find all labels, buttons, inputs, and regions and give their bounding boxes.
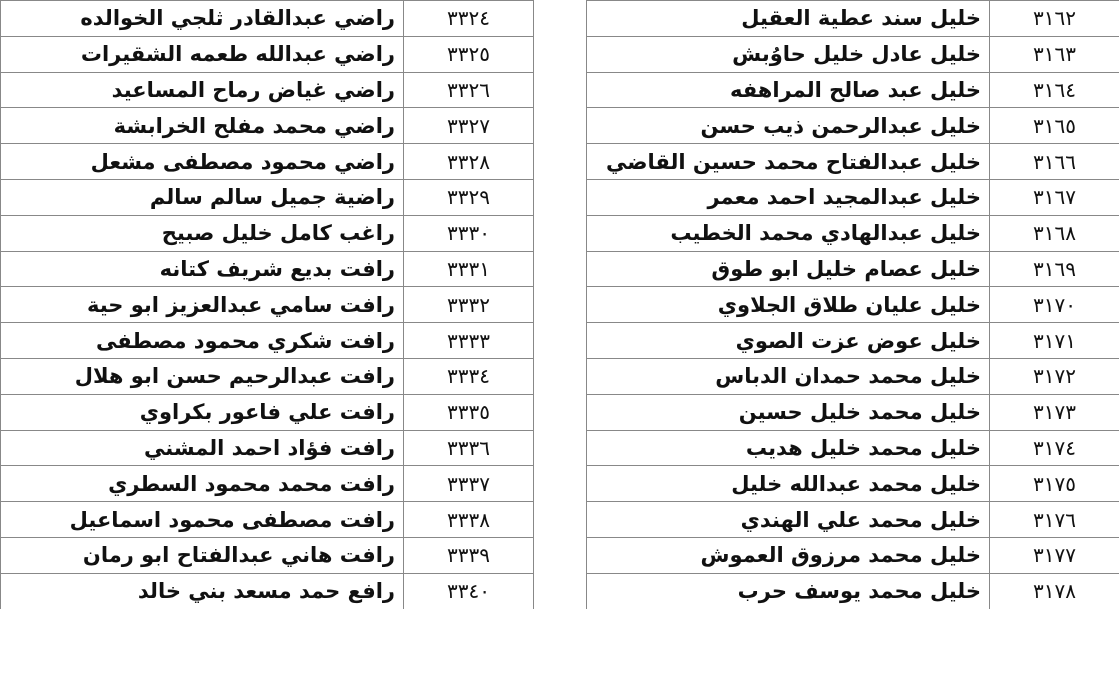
row-name: خليل محمد خليل هديب [587, 430, 990, 466]
row-name: راضي غياض رماح المساعيد [1, 72, 404, 108]
table-row [1, 287, 534, 323]
table-row [587, 215, 1119, 251]
table-body-left [1, 1, 534, 609]
row-number: ٣٣٣٥ [404, 394, 534, 430]
row-name: راضية جميل سالم سالم [1, 179, 404, 215]
row-name: راضي عبدالقادر ثلجي الخوالده [1, 1, 404, 37]
row-name: خليل عصام خليل ابو طوق [587, 251, 990, 287]
row-number: ٣٣٢٦ [404, 72, 534, 108]
row-name: راغب كامل خليل صبيح [1, 215, 404, 251]
table-row [587, 358, 1119, 394]
table-row [1, 144, 534, 180]
table-row [587, 430, 1119, 466]
row-name: رافت محمد محمود السطري [1, 466, 404, 502]
row-number: ٣٣٣٠ [404, 215, 534, 251]
table-row [587, 394, 1119, 430]
table-row [1, 179, 534, 215]
table-row [587, 537, 1119, 573]
table-row [587, 251, 1119, 287]
row-number: ٣١٧٥ [990, 466, 1119, 502]
row-name: خليل عوض عزت الصوي [587, 323, 990, 359]
row-number: ٣٣٤٠ [404, 573, 534, 608]
row-number: ٣١٧٠ [990, 287, 1119, 323]
table-row [587, 573, 1119, 608]
row-name: رافت عبدالرحيم حسن ابو هلال [1, 358, 404, 394]
row-name: خليل محمد يوسف حرب [587, 573, 990, 608]
row-name: رافت بديع شريف كتانه [1, 251, 404, 287]
row-number: ٣٣٣٦ [404, 430, 534, 466]
table-body-right [587, 1, 1119, 609]
row-number: ٣٣٣٩ [404, 537, 534, 573]
table-row [587, 1, 1119, 37]
table-row [587, 466, 1119, 502]
row-name: خليل عبد صالح المراهفه [587, 72, 990, 108]
row-name: رافت مصطفى محمود اسماعيل [1, 502, 404, 538]
row-name: راضي محمد مفلح الخرابشة [1, 108, 404, 144]
table-row [587, 179, 1119, 215]
row-number: ٣٣٣٨ [404, 502, 534, 538]
row-name: خليل عليان طلاق الجلاوي [587, 287, 990, 323]
table-row [1, 251, 534, 287]
row-name: رافت سامي عبدالعزيز ابو حية [1, 287, 404, 323]
row-number: ٣١٦٢ [990, 1, 1119, 37]
row-name: خليل عادل خليل حاوُبش [587, 36, 990, 72]
row-name: خليل محمد علي الهندي [587, 502, 990, 538]
row-number: ٣٣٣٢ [404, 287, 534, 323]
row-number: ٣١٦٧ [990, 179, 1119, 215]
row-number: ٣١٦٨ [990, 215, 1119, 251]
row-name: خليل عبدالفتاح محمد حسين القاضي [587, 144, 990, 180]
row-name: رافت هاني عبدالفتاح ابو رمان [1, 537, 404, 573]
row-name: خليل عبدالرحمن ذيب حسن [587, 108, 990, 144]
table-row [587, 502, 1119, 538]
row-name: راضي محمود مصطفى مشعل [1, 144, 404, 180]
row-number: ٣٣٢٧ [404, 108, 534, 144]
table-row [1, 358, 534, 394]
table-row [1, 323, 534, 359]
row-name: خليل سند عطية العقيل [587, 1, 990, 37]
row-number: ٣١٧٨ [990, 573, 1119, 608]
row-name: رافت علي فاعور بكراوي [1, 394, 404, 430]
row-name: خليل محمد عبدالله خليل [587, 466, 990, 502]
row-name: خليل محمد مرزوق العموش [587, 537, 990, 573]
table-row [1, 466, 534, 502]
table-row [1, 573, 534, 608]
table-row [587, 287, 1119, 323]
row-name: راضي عبدالله طعمه الشقيرات [1, 36, 404, 72]
table-row [1, 1, 534, 37]
row-number: ٣١٧٧ [990, 537, 1119, 573]
row-number: ٣٣٢٤ [404, 1, 534, 37]
row-number: ٣٣٢٩ [404, 179, 534, 215]
row-number: ٣١٦٤ [990, 72, 1119, 108]
table-row [1, 108, 534, 144]
names-table-right [586, 0, 1119, 609]
row-number: ٣٣٣٣ [404, 323, 534, 359]
row-name: خليل عبدالهادي محمد الخطيب [587, 215, 990, 251]
table-row [587, 108, 1119, 144]
table-row [1, 502, 534, 538]
row-name: رافت فؤاد احمد المشني [1, 430, 404, 466]
row-number: ٣٣٣١ [404, 251, 534, 287]
row-number: ٣٣٣٧ [404, 466, 534, 502]
row-number: ٣١٦٦ [990, 144, 1119, 180]
table-row [587, 72, 1119, 108]
table-row [1, 215, 534, 251]
row-number: ٣٣٣٤ [404, 358, 534, 394]
row-name: رافت شكري محمود مصطفى [1, 323, 404, 359]
row-name: خليل محمد خليل حسين [587, 394, 990, 430]
row-number: ٣١٦٩ [990, 251, 1119, 287]
table-row [1, 394, 534, 430]
row-number: ٣١٧٤ [990, 430, 1119, 466]
row-number: ٣١٦٣ [990, 36, 1119, 72]
names-table-left [0, 0, 534, 609]
table-row [587, 323, 1119, 359]
row-name: رافع حمد مسعد بني خالد [1, 573, 404, 608]
row-name: خليل محمد حمدان الدباس [587, 358, 990, 394]
row-number: ٣٣٢٥ [404, 36, 534, 72]
row-name: خليل عبدالمجيد احمد معمر [587, 179, 990, 215]
table-row [1, 72, 534, 108]
row-number: ٣١٧٣ [990, 394, 1119, 430]
table-row [1, 430, 534, 466]
table-row [1, 537, 534, 573]
table-row [1, 36, 534, 72]
row-number: ٣٣٢٨ [404, 144, 534, 180]
row-number: ٣١٧٦ [990, 502, 1119, 538]
table-row [587, 36, 1119, 72]
row-number: ٣١٧٢ [990, 358, 1119, 394]
row-number: ٣١٦٥ [990, 108, 1119, 144]
table-row [587, 144, 1119, 180]
row-number: ٣١٧١ [990, 323, 1119, 359]
